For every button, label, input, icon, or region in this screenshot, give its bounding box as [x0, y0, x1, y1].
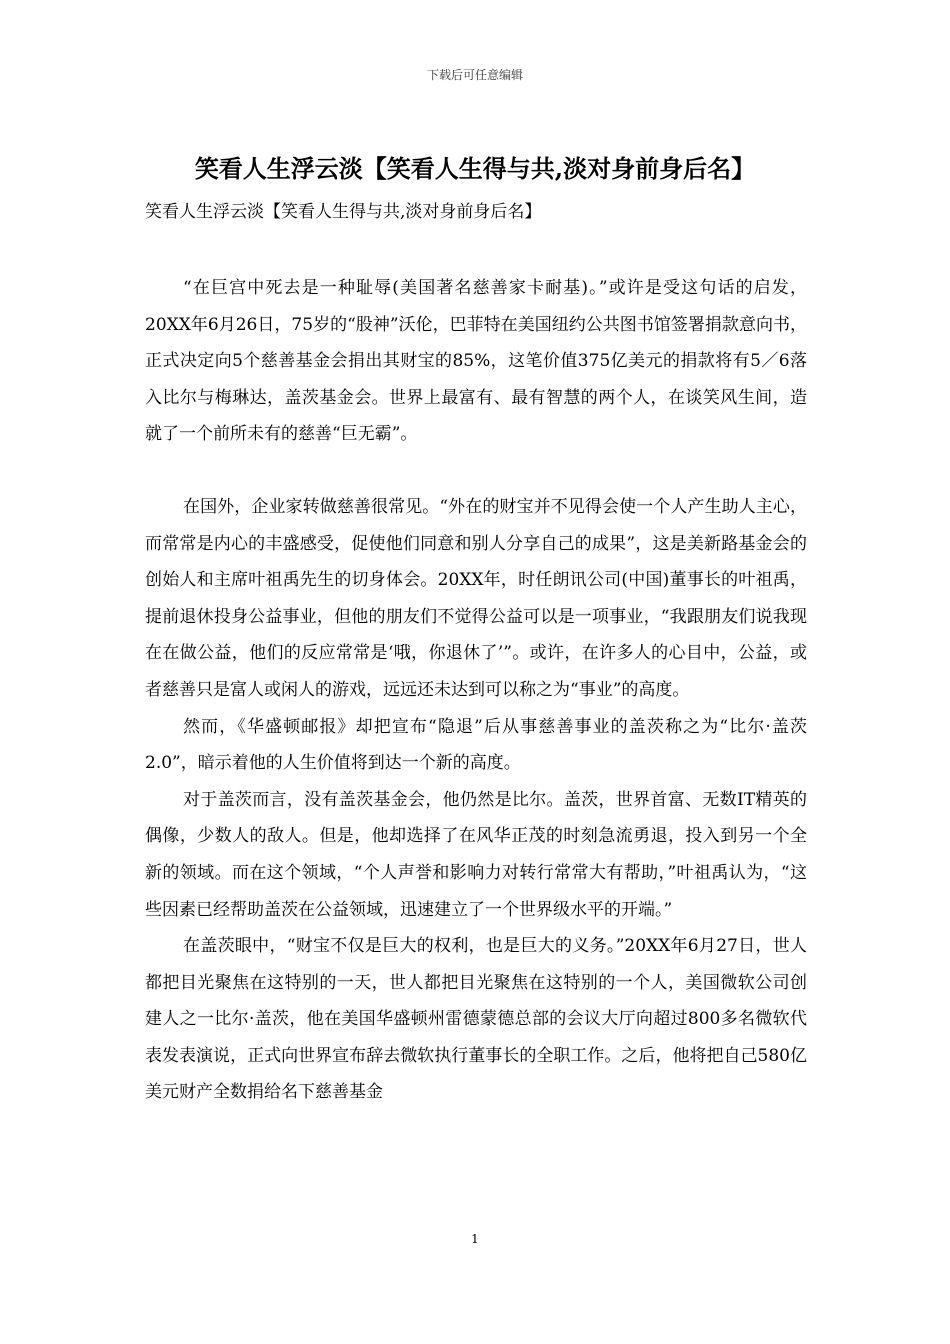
document-body [145, 270, 807, 1111]
document-subtitle: 笑看人生浮云淡【笑看人生得与共,淡对身前身后名】 [145, 202, 542, 222]
document-title: 笑看人生浮云淡【笑看人生得与共,淡对身前身后名】 [194, 154, 756, 183]
page-number: 1 [471, 1232, 479, 1246]
paragraph-3: 然而，《华盛顿邮报》却把宣布“隐退”后从事慈善事业的盖茨称之为“比尔·盖茨2.0”，暗示着他的人生价值将到达一个新的高度。 [145, 716, 807, 774]
paragraph-5: 在盖茨眼中，“财宝不仅是巨大的权利，也是巨大的义务。”20XX年6月27日，世人都把目光聚焦在这特别的一天，世人都把目光聚焦在这特别的一个人，美国微软公司创建人之一比尔·盖茨，他在美国华盛顿州雷德蒙德总部的会议大厅向超过800多名微软代表发表演说，正式向世界宣布辞去微软执行董事长的全职工作。之后，他将把自己580亿美元财产全数捐给名下慈善基金 [145, 936, 807, 1103]
paragraph-4: 对于盖茨而言，没有盖茨基金会，他仍然是比尔。盖茨，世界首富、无数IT精英的偶像，少数人的敌人。但是，他却选择了在风华正茂的时刻急流勇退，投入到另一个全新的领域。而在这个领域，“个人声誉和影响力对转行常常大有帮助，”叶祖禹认为，“这些因素已经帮助盖茨在公益领域，迅速建立了一个世界级水平的开端。” [145, 789, 807, 920]
paragraph-1: “在巨宫中死去是一种耻辱(美国著名慈善家卡耐基)。”或许是受这句话的启发，20XX年6月26日，75岁的“股神”沃伦，巴菲特在美国纽约公共图书馆签署捐款意向书，正式决定向5个慈善基金会捐出其财宝的85%，这笔价值375亿美元的捐款将有5／6落入比尔与梅琳达，盖茨基金会。世界上最富有、最有智慧的两个人，在谈笑风生间，造就了一个前所未有的慈善“巨无霸”。 [145, 278, 807, 445]
page-header: 下载后可任意编辑 [426, 68, 523, 82]
paragraph-2: 在国外，企业家转做慈善很常见。“外在的财宝并不见得会使一个人产生助人主心，而常常是内心的丰盛感受，促使他们同意和别人分享自己的成果”，这是美新路基金会的创始人和主席叶祖禹先生的切身体会。20XX年，时任朗讯公司(中国)董事长的叶祖禹，提前退休投身公益事业，但他的朋友们不觉得公益可以是一项事业，“我跟朋友们说我现在在做公益，他们的反应常常是‘哦，你退休了’”。或许，在许多人的心目中，公益，或者慈善只是富人或闲人的游戏，远远还未达到可以称之为“事业”的高度。 [145, 496, 807, 700]
